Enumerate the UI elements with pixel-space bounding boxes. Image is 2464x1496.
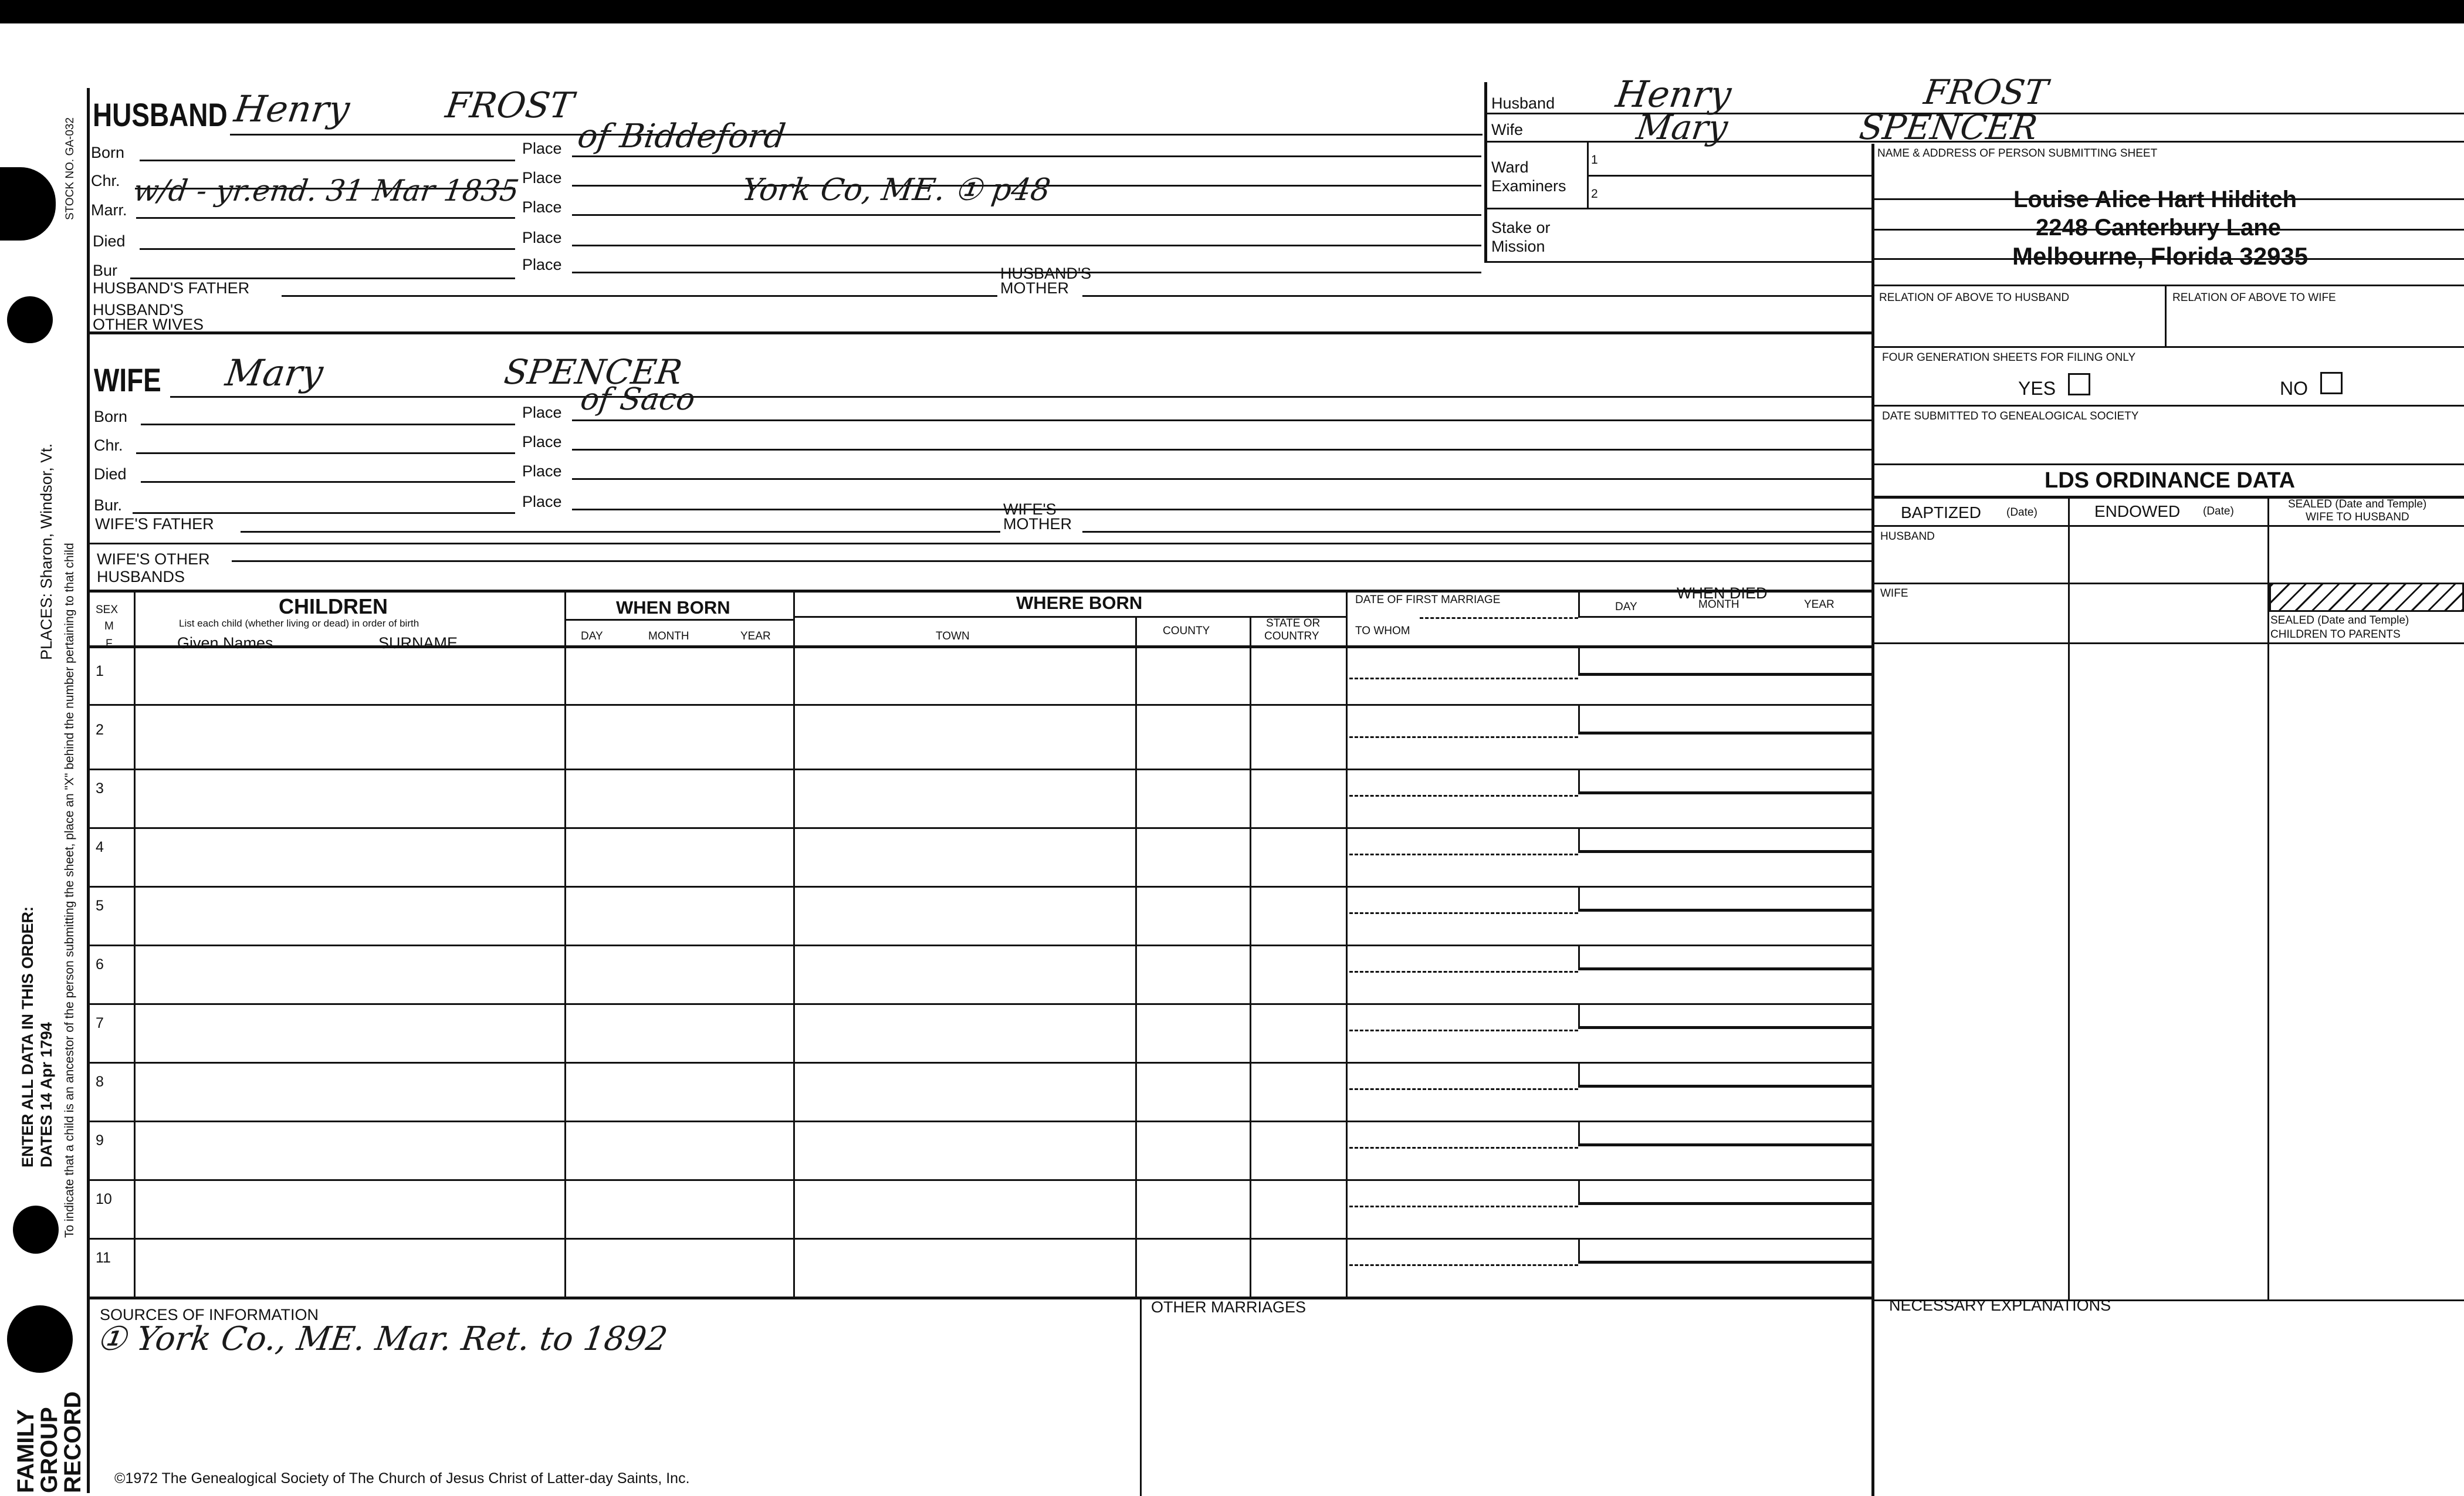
examiner-2-number: 2 bbox=[1591, 187, 1598, 201]
child-row-line bbox=[87, 1121, 1873, 1122]
husband-marr-place-label: Place bbox=[522, 198, 562, 216]
sex-f-label: F bbox=[106, 638, 113, 650]
wife-born-place-line bbox=[572, 419, 1871, 421]
given-names-label: Given Names bbox=[177, 634, 273, 652]
child-marriage-dash bbox=[1349, 1206, 1578, 1207]
husband-born-place[interactable]: of Biddeford bbox=[575, 117, 788, 155]
stake-label-1: Stake or bbox=[1491, 219, 1551, 236]
wifes-mother-label-2: MOTHER bbox=[1003, 515, 1072, 533]
lds-husband-row: HUSBAND bbox=[1880, 530, 1935, 543]
header-husband-given[interactable]: Henry bbox=[1613, 73, 1734, 116]
header-box-bottom bbox=[1484, 261, 1873, 263]
husbands-other-wives-label-2: OTHER WIVES bbox=[93, 316, 204, 333]
submitter-line-1 bbox=[1871, 198, 2464, 200]
wifes-other-husbands-label-1: WIFE'S OTHER bbox=[97, 550, 210, 568]
child-died-bracket bbox=[1578, 1003, 1580, 1028]
wife-chr-place-line bbox=[572, 449, 1871, 451]
where-born-subline bbox=[793, 616, 1346, 618]
died-year-label: YEAR bbox=[1804, 598, 1835, 611]
submitter-street[interactable]: 2248 Canterbury Lane bbox=[2036, 215, 2281, 241]
child-died-bracket bbox=[1578, 827, 1580, 852]
child-died-line bbox=[1578, 1143, 1871, 1146]
lds-title: LDS ORDINANCE DATA bbox=[2045, 468, 2296, 493]
stock-number: STOCK NO. GA-032 bbox=[64, 117, 76, 220]
wife-bur-place-line bbox=[572, 509, 1871, 510]
date-submitted-bottom bbox=[1871, 463, 2464, 465]
wife-died-line bbox=[141, 481, 515, 483]
baptized-label: BAPTIZED bbox=[1901, 503, 1981, 522]
wife-died-place-line bbox=[572, 478, 1871, 480]
husband-name-line bbox=[230, 134, 1483, 136]
sealed-wife-label-2: WIFE TO HUSBAND bbox=[2306, 511, 2409, 523]
scan-top-edge bbox=[0, 0, 2464, 23]
died-day-label: DAY bbox=[1615, 601, 1637, 613]
relation-bottom bbox=[1871, 346, 2464, 348]
wife-heading: WIFE bbox=[94, 361, 161, 398]
husband-born-place-label: Place bbox=[522, 140, 562, 157]
child-row-number: 10 bbox=[96, 1191, 112, 1207]
children-note: List each child (whether living or dead) in order of birth bbox=[179, 618, 419, 629]
sex-column-divider bbox=[134, 590, 136, 1297]
child-row-number: 8 bbox=[96, 1074, 104, 1090]
husband-bur-place-label: Place bbox=[522, 256, 562, 273]
child-died-line bbox=[1578, 673, 1871, 676]
husband-surname[interactable]: FROST bbox=[443, 85, 577, 126]
child-died-bracket bbox=[1578, 1238, 1580, 1263]
child-died-bracket bbox=[1578, 1121, 1580, 1145]
other-marriages-divider bbox=[1140, 1297, 1142, 1496]
header-box-left-line bbox=[1484, 82, 1487, 261]
child-died-bracket bbox=[1578, 886, 1580, 911]
to-whom-label: TO WHOM bbox=[1355, 625, 1410, 637]
wifes-mother-line bbox=[1082, 531, 1871, 533]
wifes-mother-label-1: WIFE'S bbox=[1003, 500, 1057, 518]
child-row-line bbox=[87, 945, 1873, 946]
header-husband-surname[interactable]: FROST bbox=[1921, 72, 2050, 112]
ward-label: Ward bbox=[1491, 158, 1529, 176]
county-label: COUNTY bbox=[1163, 625, 1210, 637]
husband-chr-place-label: Place bbox=[522, 169, 562, 187]
lds-header-bottom bbox=[1871, 525, 2464, 527]
child-row-line bbox=[87, 769, 1873, 770]
child-died-bracket bbox=[1578, 1062, 1580, 1087]
relation-wife-label: RELATION OF ABOVE TO WIFE bbox=[2172, 292, 2336, 304]
child-row-line bbox=[87, 827, 1873, 829]
wifes-other-husbands-label-2: HUSBANDS bbox=[97, 568, 185, 585]
sex-label: SEX bbox=[96, 604, 119, 616]
submitter-bottom bbox=[1871, 285, 2464, 286]
child-marriage-dash bbox=[1349, 1088, 1578, 1090]
children-surname-label: SURNAME bbox=[378, 634, 458, 652]
wife-died-label: Died bbox=[94, 465, 127, 483]
other-marriages-label: OTHER MARRIAGES bbox=[1151, 1298, 1307, 1316]
husband-marr-label: Marr. bbox=[91, 201, 127, 219]
wife-born-place-label: Place bbox=[522, 404, 562, 421]
child-row-number: 9 bbox=[96, 1132, 104, 1149]
wife-chr-place-label: Place bbox=[522, 433, 562, 451]
child-row-number: 7 bbox=[96, 1015, 104, 1031]
child-died-line bbox=[1578, 967, 1871, 970]
examiners-label: Examiners bbox=[1491, 177, 1566, 195]
child-row-line bbox=[87, 1238, 1873, 1240]
col-divider-marriage bbox=[1346, 590, 1348, 1297]
child-row-line bbox=[87, 704, 1873, 706]
copyright-notice: ©1972 The Genealogical Society of The Church of Jesus Christ of Latter-day Saints, Inc. bbox=[114, 1470, 690, 1487]
child-marriage-dash bbox=[1349, 854, 1578, 855]
child-marriage-dash bbox=[1349, 678, 1578, 679]
sources-label: SOURCES OF INFORMATION bbox=[100, 1306, 319, 1324]
husband-section-bottom bbox=[87, 331, 1873, 334]
husband-marr-line bbox=[136, 217, 515, 219]
wife-chr-line bbox=[136, 452, 515, 454]
date-submitted-label: DATE SUBMITTED TO GENEALOGICAL SOCIETY bbox=[1882, 410, 2139, 422]
husband-died-place-line bbox=[572, 245, 1481, 246]
no-checkbox[interactable] bbox=[2320, 372, 2343, 394]
col-divider-when-died bbox=[1578, 590, 1580, 616]
husband-died-label: Died bbox=[93, 232, 126, 250]
endowed-date-note: (Date) bbox=[2203, 505, 2234, 517]
child-marriage-dash bbox=[1349, 1030, 1578, 1031]
wife-born-place[interactable]: of Saco bbox=[578, 382, 698, 417]
husbands-mother-label-2: MOTHER bbox=[1000, 279, 1069, 297]
header-husband-label: Husband bbox=[1491, 94, 1555, 112]
wifes-other-husbands-line bbox=[232, 560, 1871, 562]
when-died-label: WHEN DIED bbox=[1677, 584, 1768, 602]
endowed-label: ENDOWED bbox=[2094, 502, 2181, 520]
header-wife-surname[interactable]: SPENCER bbox=[1857, 107, 2040, 147]
submitter-name[interactable]: Louise Alice Hart Hilditch bbox=[2013, 187, 2297, 212]
husband-chr-label: Chr. bbox=[91, 172, 120, 189]
punch-hole-4 bbox=[7, 1305, 73, 1373]
col-divider-state bbox=[1250, 616, 1251, 1297]
born-day-label: DAY bbox=[581, 630, 603, 642]
sources-text[interactable]: ① York Co., ME. Mar. Ret. to 1892 bbox=[94, 1320, 670, 1358]
submitter-label: NAME & ADDRESS OF PERSON SUBMITTING SHEET bbox=[1877, 147, 2158, 160]
relation-divider bbox=[2165, 285, 2167, 346]
when-born-subline bbox=[564, 619, 793, 621]
wife-bur-label: Bur. bbox=[94, 496, 123, 514]
child-died-bracket bbox=[1578, 645, 1580, 675]
child-row-line bbox=[87, 1062, 1873, 1064]
husband-born-label: Born bbox=[91, 144, 125, 161]
lds-col-divider-1 bbox=[2068, 496, 2070, 1299]
wife-bur-place-label: Place bbox=[522, 493, 562, 510]
husbands-other-wives-label-1: HUSBAND'S bbox=[93, 301, 184, 319]
child-row-number: 1 bbox=[96, 663, 104, 679]
baptized-date-note: (Date) bbox=[2006, 506, 2037, 519]
husbands-father-line bbox=[282, 295, 997, 297]
born-year-label: YEAR bbox=[740, 630, 771, 642]
child-marriage-dash bbox=[1349, 1264, 1578, 1266]
children-header-bottom bbox=[87, 645, 1873, 648]
places-format: PLACES: Sharon, Windsor, Vt. bbox=[38, 443, 55, 660]
wife-chr-label: Chr. bbox=[94, 436, 123, 454]
left-frame-line bbox=[87, 88, 90, 1493]
form-title-record: RECORD bbox=[60, 1391, 86, 1493]
husband-born-line bbox=[140, 160, 515, 161]
necessary-explanations-label: NECESSARY EXPLANATIONS bbox=[1889, 1297, 2111, 1314]
date-format: DATES 14 Apr 1794 bbox=[38, 1022, 55, 1167]
state-label-1: STATE OR bbox=[1266, 617, 1321, 629]
town-label: TOWN bbox=[936, 630, 970, 642]
lds-col-divider-2 bbox=[2267, 496, 2269, 1299]
order-instruction: ENTER ALL DATA IN THIS ORDER: bbox=[19, 906, 36, 1167]
sealed-hatch-block bbox=[2269, 583, 2464, 612]
wifes-father-label: WIFE'S FATHER bbox=[95, 515, 214, 533]
col-divider-when-born bbox=[564, 590, 566, 1297]
child-row-number: 5 bbox=[96, 898, 104, 914]
examiner-1-line bbox=[1587, 175, 1871, 177]
examiner-2-line bbox=[1484, 208, 1871, 209]
child-ancestor-instruction: To indicate that a child is an ancestor of the person submitting the sheet, place an "X" behind the number pertaining to that child bbox=[63, 543, 76, 1238]
husbands-mother-line bbox=[1082, 295, 1871, 297]
first-marriage-dash bbox=[1420, 617, 1578, 619]
punch-hole-2 bbox=[7, 296, 53, 343]
child-died-line bbox=[1578, 909, 1871, 912]
child-died-bracket bbox=[1578, 769, 1580, 793]
husband-born-place-line bbox=[572, 155, 1481, 157]
child-row-number: 11 bbox=[96, 1250, 111, 1266]
yes-label: YES bbox=[2018, 378, 2056, 399]
sealed-children-label-2: CHILDREN TO PARENTS bbox=[2270, 628, 2401, 641]
header-wife-label: Wife bbox=[1491, 121, 1523, 138]
form-title-family: FAMILY bbox=[13, 1409, 39, 1493]
lds-wife-bottom bbox=[1871, 642, 2464, 644]
form-title-group: GROUP bbox=[36, 1407, 62, 1493]
child-marriage-dash bbox=[1349, 912, 1578, 914]
submitter-city[interactable]: Melbourne, Florida 32935 bbox=[2012, 242, 2309, 270]
child-died-bracket bbox=[1578, 704, 1580, 733]
husbands-father-label: HUSBAND'S FATHER bbox=[93, 279, 250, 297]
husband-marriage-date[interactable]: w/d - yr.end. 31 Mar 1835 bbox=[131, 174, 522, 208]
four-gen-bottom bbox=[1871, 405, 2464, 407]
when-died-subline bbox=[1578, 616, 1871, 618]
husband-heading: HUSBAND bbox=[93, 96, 228, 133]
sealed-wife-label-1: SEALED (Date and Temple) bbox=[2288, 498, 2427, 510]
wife-parents-bottom bbox=[87, 543, 1873, 544]
col-divider-where-born bbox=[793, 590, 795, 1297]
husband-marr-place-line bbox=[572, 214, 1481, 216]
born-month-label: MONTH bbox=[648, 630, 689, 642]
punch-hole-1 bbox=[0, 167, 56, 241]
when-born-label: WHEN BORN bbox=[616, 597, 730, 618]
sealed-children-label-1: SEALED (Date and Temple) bbox=[2270, 614, 2409, 627]
punch-hole-3 bbox=[13, 1206, 59, 1254]
stake-label-2: Mission bbox=[1491, 238, 1545, 255]
child-died-line bbox=[1578, 1085, 1871, 1088]
child-marriage-dash bbox=[1349, 1147, 1578, 1149]
husbands-mother-label-1: HUSBAND'S bbox=[1000, 265, 1092, 282]
child-died-line bbox=[1578, 1026, 1871, 1029]
child-row-line bbox=[87, 886, 1873, 888]
died-month-label: MONTH bbox=[1698, 598, 1739, 611]
wife-name-line bbox=[170, 396, 1871, 398]
wifes-father-line bbox=[241, 531, 1000, 533]
four-gen-label: FOUR GENERATION SHEETS FOR FILING ONLY bbox=[1882, 351, 2136, 364]
submitter-line-3 bbox=[1871, 258, 2464, 260]
header-wife-given[interactable]: Mary bbox=[1634, 107, 1731, 147]
yes-checkbox[interactable] bbox=[2068, 373, 2090, 395]
child-died-bracket bbox=[1578, 1179, 1580, 1204]
wife-given-name[interactable]: Mary bbox=[222, 351, 326, 394]
husband-marriage-place[interactable]: York Co, ME. ① p48 bbox=[739, 172, 1053, 208]
child-row-line bbox=[87, 1003, 1873, 1005]
submitter-line-2 bbox=[1871, 229, 2464, 231]
wife-bur-line bbox=[133, 512, 515, 514]
husband-died-place-label: Place bbox=[522, 229, 562, 246]
examiner-1-number: 1 bbox=[1591, 153, 1598, 167]
children-table-bottom bbox=[87, 1297, 1873, 1299]
child-died-line bbox=[1578, 850, 1871, 853]
child-died-line bbox=[1578, 791, 1871, 794]
col-divider-county bbox=[1135, 616, 1137, 1297]
child-row-number: 3 bbox=[96, 780, 104, 797]
child-row-number: 6 bbox=[96, 956, 104, 973]
child-row-number: 2 bbox=[96, 722, 104, 738]
relation-husband-label: RELATION OF ABOVE TO HUSBAND bbox=[1879, 292, 2070, 304]
child-died-bracket bbox=[1578, 945, 1580, 969]
child-died-line bbox=[1578, 1202, 1871, 1205]
child-row-line bbox=[87, 1179, 1873, 1181]
where-born-label: WHERE BORN bbox=[1016, 593, 1143, 613]
child-row-number: 4 bbox=[96, 839, 104, 855]
state-label-2: COUNTRY bbox=[1264, 630, 1319, 642]
lds-wife-row: WIFE bbox=[1880, 587, 1908, 600]
wife-born-line bbox=[141, 424, 515, 425]
child-died-line bbox=[1578, 732, 1871, 735]
child-marriage-dash bbox=[1349, 736, 1578, 738]
child-marriage-dash bbox=[1349, 795, 1578, 797]
husband-given-name[interactable]: Henry bbox=[231, 87, 353, 130]
child-died-line bbox=[1578, 1261, 1871, 1264]
wife-born-label: Born bbox=[94, 408, 128, 425]
wife-died-place-label: Place bbox=[522, 462, 562, 480]
children-title: CHILDREN bbox=[279, 594, 388, 618]
no-label: NO bbox=[2280, 378, 2308, 399]
wife-section-bottom bbox=[87, 590, 1873, 593]
husband-bur-label: Bur bbox=[93, 262, 118, 279]
sex-m-label: M bbox=[104, 620, 114, 632]
child-marriage-dash bbox=[1349, 971, 1578, 973]
husband-died-line bbox=[140, 248, 515, 250]
first-marriage-label: DATE OF FIRST MARRIAGE bbox=[1355, 594, 1501, 606]
wife-surname[interactable]: SPENCER bbox=[502, 352, 685, 392]
